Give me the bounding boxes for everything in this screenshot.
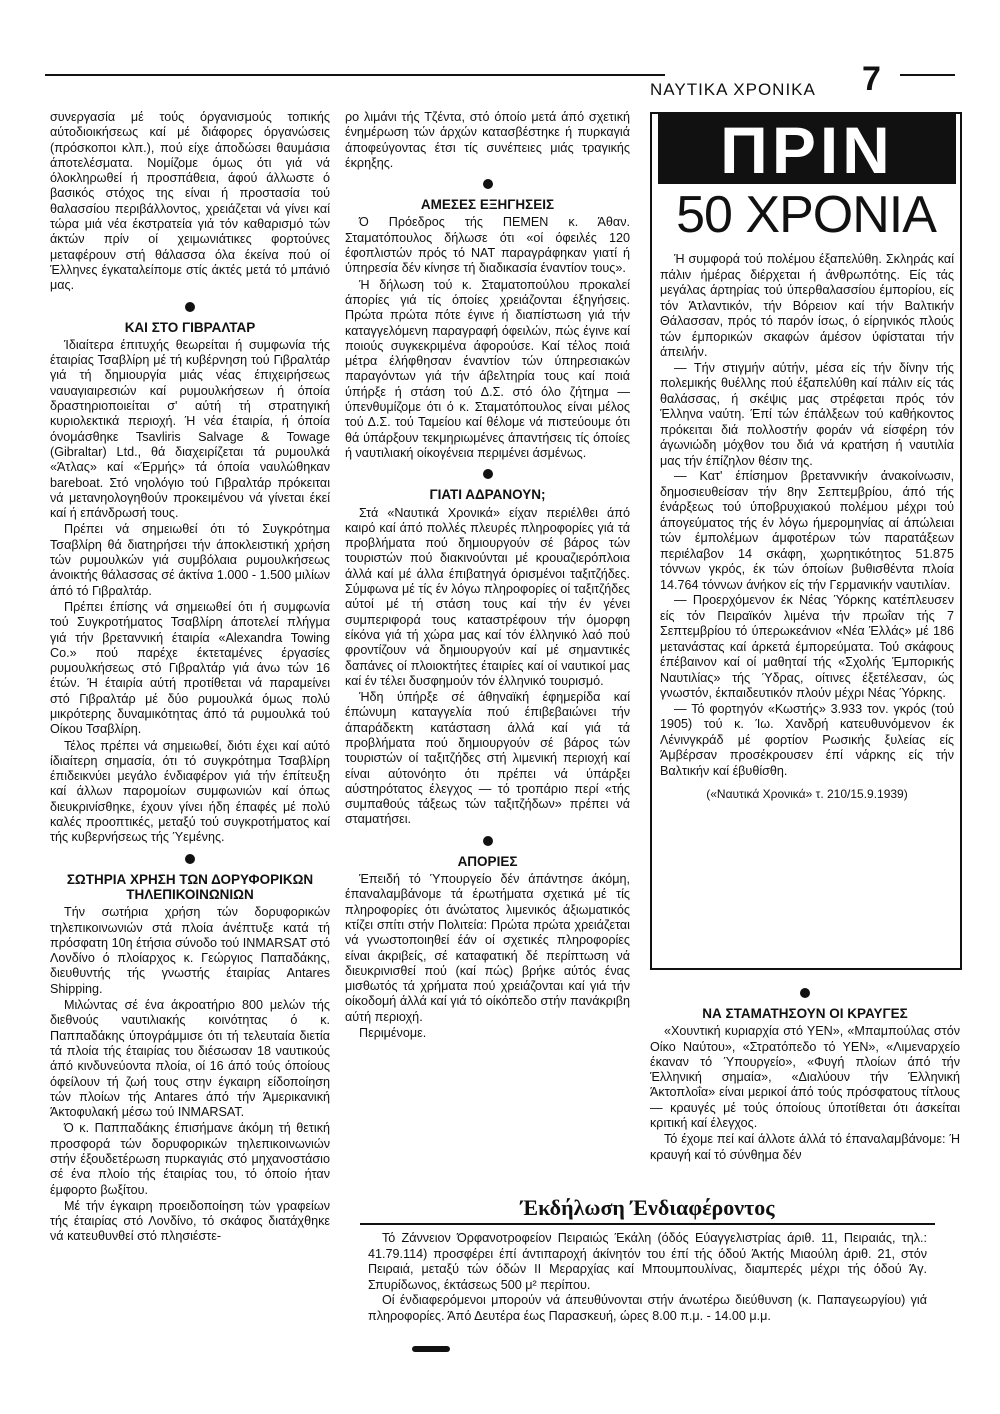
notice-body [340,1231,955,1324]
article-text: Πρέπει νά σημειωθεί ότι τό Συγκρότημα Τσαβλίρη θά διατηρήσει τήν άποκλειστική χρήση τών ρυμουλκών γιά συμβόλαια ρυμουλκήσεως άνοικτής θάλασσας σέ άκτίνα 1.000 - 1.500 μιλίων άπό τό Γιβραλτάρ. [50,522,330,598]
bullet-separator [185,854,195,864]
feature-subtitle: 50 ΧΡΟΝΙΑ [676,186,936,244]
masthead: ΝΑΥΤΙΚΑ ΧΡΟΝΙΚΑ [650,80,816,99]
notice-box [340,1195,955,1340]
article-text: Τήν σωτήρια χρήση τών δορυφορικών τηλεπικοινωνιών στά πλοία άνέπτυξε κατά τή πρόσφατη 10η έτήσια σύνοδο τού INMARSAT στό Λονδίνο ό πλοίαρχος κ. Γεώργιος Παπαδάκης, διευθυντής τής γνωστής έταιρίας Antares Shipping. [50,905,330,996]
article-text: συνεργασία μέ τούς όργανισμούς τοπικής αύτοδιοικήσεως καί μέ διάφορες όργανώσεις (πρόσκοποι κλπ.), πού είχε άποδώσει θαυμάσια άποτελέσματα. Νομίζομε όμως ότι γιά νά όλοκληρωθεί ή προσπάθεια, άφού άλλωστε ό βασικός στόχος της είναι ή προστασία τού θαλασσίου περιβάλλοντος, χρειάζεται νά γίνει καί τώρα μιά νέα έκστρατεία γιά τόν καθαρισμό τών άκτών πρίν οί χειμωνιάτικες φορτούνες μεταφέρουν στή θάλασσα όλα έκείνα πού οί Έλληνες έγκαταλείπομε στίς άκτές μετά τό μπάνιό μας. [50,110,330,293]
section-heading: ΣΩΤΗΡΙΑ ΧΡΗΣΗ ΤΩΝ ΔΟΡΥΦΟΡΙΚΩΝ ΤΗΛΕΠΙΚΟΙΝΩΝΙΩΝ [66,871,314,902]
article-text: Περιμένομε. [359,1026,427,1041]
bullet-separator [800,988,810,998]
article-text: Ίδιαίτερα έπιτυχής θεωρείται ή συμφωνία τής έταιρίας Τσαβλίρη μέ τή κυβέρνηση τού Γιβραλτάρ γιά τή δημιουργία μιάς νέας έπιχειρήσεως ναυαγιαιρεσιών καί ρυμουλκήσεων ή όποία δραστηριοποιείται σ' αύτή τή στρατηγική κυριολεκτικά περιοχή. Ή νέα έταιρία, ή όποία όνομάσθηκε Tsavliris Salvage & Towage (Gibraltar) Ltd., θά διαχειρίζεται τά ρυμουλκά «Άτλας» καί «Έρμής» τά όποία ναυλώθηκαν bareboat. Στό νηολόγιο τού Γιβραλτάρ πρόκειται νά μετανηολογηθούν προκειμένου νά γίνεται έκεί καί ή επάνδρωσή τους. [50,337,330,521]
notice-paragraph: Τό Ζάννειον Όρφανοτροφείον Πειραιώς Έκάλη (όδός Εύαγγελιστρίας άριθ. 11, Πειραιάς, τηλ.: 41.79.114) προσφέρει έπί άντιπαροχή άκίνητόν του έπί τής όδού Άκτής Μιαούλη άριθ. 21, στόν Πειραιά, μεταξύ τών όδών ΙΙ Μεραρχίας καί Μπουμπουλίνας, διαμπερές μέχρι τής όδού Άγ. Σπυρίδωνος, έκτάσεως 500 μ² περίπου. [368,1231,927,1292]
feature-paragraph: — Κατ' έπίσημον βρεταννικήν άνακοίνωσιν, δημοσιευθείσαν τήν 8ην Σεπτεμβρίου, άπό τής ένάρξεως τού ύποβρυχιακού πολέμου μέχρι τού άπογεύματος τής έν λόγω ήμερομηνίας αί άπώλειαι τών έμπολέμων άμφοτέρων τών παρατάξεων περιέλαβον 14 σκάφη, χωρητικότητος 51.875 τόννων γκρός, έκ τών όποίων βυθισθέντα πλοία 14.764 τόννων άνήκον είς τήν Γερμανικήν ναυτιλίαν. [660,469,954,592]
ornament [412,1346,450,1352]
section-heading: ΓΙΑΤΙ ΑΔΡΑΝΟΥΝ; [429,487,546,503]
column-2 [345,110,630,1042]
page-number: 7 [862,60,881,98]
article-text: Τέλος πρέπει νά σημειωθεί, διότι έχει καί αύτό ίδιαίτερη σημασία, ότι τό συγκρότημα Τσαβλίρη έπιδεικνύει μεγάλο ένδιαφέρον γιά τήν έπίτευξη καί άλλων παρομοίων συμφωνιών καί όπως διευκρινίσθηκε, έχουν γίνει ήδη έπαφές μέ πολύ καλές προοπτικές, μεταξύ τού συγκροτήματος καί τής κυβερνήσεως τής Ύεμένης. [50,738,330,845]
article-text: Ό Πρόεδρος τής ΠΕΜΕΝ κ. Άθαν. Σταματόπουλος δήλωσε ότι «οί όφειλές 120 έφοπλιστών πρός τό ΝΑΤ παραγράφηκαν γιατί ή ύπηρεσία δέν κίνησε τή διαδικασία έναντίον τους». [345,215,630,276]
top-rule [45,74,665,76]
article-text: Ό κ. Παππαδάκης έπισήμανε άκόμη τή θετική προσφορά τών δορυφορικών τηλεπικοινωνιών στήν έξουδετέρωση πυρκαγιάς στό μηχανοστάσιο σέ ένα πλοίο τής έταιρίας του, τό όποίο ήταν έμφορτο βωξίτου. [50,1121,330,1197]
article-text: Πρέπει έπίσης νά σημειωθεί ότι ή συμφωνία τού Συγκροτήματος Τσαβλίρη άποτελεί πλήγμα γιά τήν βρεταννική έταιρία «Alexandra Towing Co.» πού παρέχε έκτεταμένες έργασίες ρυμουλκήσεως στό Γιβραλτάρ γιά άνω τών 16 έτών. Ή έταιρία αύτή προτίθεται νά παραμείνει στό Γιβραλτάρ μέ δύο ρυμουλκά όμως πολύ μικρότερης δυναμικότητας άπό τά ρυμουλκά τού Οίκου Τσαβλίρη. [50,599,330,737]
article-text: Στά «Ναυτικά Χρονικά» είχαν περιέλθει άπό καιρό καί άπό πολλές πλευρές πληροφορίες γιά τά προβλήματα πού δημιουργούν σέ βάρος τών τουριστών πού διακινούνται μέ κρουαζιερόπλοια άλλά καί μέ άλλα έπιβατηγά όρισμένοι ταξιτζήδες. Σύμφωνα μέ τίς έν λόγω πληροφορίες οί ταξιτζήδες αύτοί μέ τή στάση τους καί τήν έν γένει συμπεριφορά τους καταστρέφουν τήν όμορφη είκόνα γιά τή χώρα μας καί τόν έλληνικό λαό πού φροντίζουν νά δημιουργούν καί μέ σημαντικές δαπάνες οί πλοιοκτήτες έταιρίες καί οί ναυτικοί μας καί έν τέλει δυσφημούν τόν έλληνικό τουρισμό. [345,505,630,688]
feature-paragraph: — Τό φορτηγόν «Κωστής» 3.933 τον. γκρός (τού 1905) τού κ. Ίω. Χανδρή κατευθυνόμενον έκ Λένινγκράδ μέ φορτίον Ρωσικής ξυλείας είς Άμβέρσαν προσέκρουσεν έπί νάρκης είς τήν Βαλτικήν καί έβυθίσθη. [660,701,954,778]
feature-paragraph: — Τήν στιγμήν αύτήν, μέσα είς τήν δίνην τής πολεμικής θυέλλης πού έξαπελύθη καί πάλιν είς τάς θαλάσσας, ή σκέψις μας στρέφεται πρός τόν Έλληνα ναύτη. Έπί τών έπάλξεων τού καθήκοντος πρόκειται διά πολλοστήν φοράν νά είσφέρη τόν άγωνιώδη μόχθον του διά νά κρατήση ή ναυτιλία μας τήν έπίζηλον θέσιν της. [660,360,954,468]
article-text: Ή δήλωση τού κ. Σταματοπούλου προκαλεί άπορίες γιά τίς όποίες χρειάζονται έξηγήσεις. Πρώτα πρώτα πότε έγινε ή διαπίστωση γιά τήν καταγγελόμενη παραγραφή όφειλών, πώς έγινε καί ποιούς συγκεκριμένα άφορούσε. Καί τέλος ποιά μέτρα έλήφθησαν έναντίον τών ύπηρεσιακών παραγόντων γιά τήν άβελτηρία τους καί ποιά ύπήρξε ή στάση τού Δ.Σ. στό όλο ζήτημα — ύπενθυμίζομε ότι ό κ. Σταματόπουλος είναι μέλος τού Δ.Σ. τού Ταμείου καί θέλομε νά πιστεύουμε ότι θά ύπάρξουν τεκμηριωμένες άπαντήσεις τίς όποίες ή ναυτιλιακή οίκογένεια περιμένει άσμένως. [345,277,630,460]
article-text: Τό έχομε πεί καί άλλοτε άλλά τό έπαναλαμβάνομε: Ή κραυγή καί τό σύνθημα δέν [650,1132,960,1162]
feature-source: («Ναυτικά Χρονικά» τ. 210/15.9.1939) [706,787,908,801]
bullet-separator [483,469,493,479]
section-heading: ΑΠΟΡΙΕΣ [457,853,518,869]
feature-paragraph: — Προερχόμενον έκ Νέας Ύόρκης κατέπλευσεν είς τόν Πειραϊκόν λιμένα τήν πρωΐαν τής 7 Σεπτεμβρίου τό ύπερωκεάνιον «Νέα Έλλάς» μέ 186 μετανάστας καί άρκετά έμπορεύματα. Τού σκάφους έπέβαινον καί οί μαθηταί τής «Σχολής Έμπορικής Ναυτιλίας» τής Ύδρας, οίτινες έξετέλεσαν, ώς γνωστόν, έκπαιδευτικόν πλούν μέχρι Νέας Ύόρκης. [660,593,954,700]
article-text: «Χουντική κυριαρχία στό ΥΕΝ», «Μπαμπούλας στόν Οίκο Ναύτου», «Στρατόπεδο τό ΥΕΝ», «Λιμεναρχείο έκαναν τό Ύπουργείο», «Φυγή πλοίων άπό τήν Έλληνική σημαία», «Διαλύουν τήν Έλληνική Άκτοπλοΐα» είναι μερικοί άπό τούς πρόσφατους τίτλους — κραυγές μέ τούς όποίους ύποτίθεται ότι άσκείται κριτική καί έλεγχος. [650,1024,960,1131]
article-text: Μέ τήν έγκαιρη προειδοποίηση τών γραφείων τής έταιρίας στό Λονδίνο, τό σκάφος διατάχθηκε νά κατευθυνθεί στό πλησιέστε- [50,1198,330,1244]
column-3-lower [650,980,960,1164]
notice-title: Έκδήλωση Ένδιαφέροντος [520,1195,775,1220]
article-text: Έπειδή τό Ύπουργείο δέν άπάντησε άκόμη, έπαναλαμβάνομε τά έρωτήματα σχετικά μέ τίς πληροφορίες ότι άνώτατος λιμενικός άξιωματικός κτίζει σπίτι στήν Πολιτεία: Πρώτα πρώτα χρειάζεται νά γνωστοποιηθεί έάν οί σχετικές πληροφορίες είναι άκριβείς, σέ καταφατική δέ περίπτωση νά διευκρινισθεί πού (καί πώς) βρήκε αύτός ένας μισθωτός τά χρήματα πού χρειάζονται καί γιά τήν οίκοδομή άλλά καί γιά τό οίκόπεδο στήν πανάκριβη αύτή περιοχή. [345,872,630,1024]
bullet-separator [483,836,493,846]
notice-rule [360,1223,935,1225]
article-text: Μιλώντας σέ ένα άκροατήριο 800 μελών τής διεθνούς ναυτιλιακής κοινότητας ό κ. Παππαδάκης ύπογράμμισε ότι τή τελευταία διετία τά πλοία τής έταιρίας του διέσωσαν 18 ναυτικούς άπό κινδυνεύοντα πλοία, οί 16 άπό τούς όποίους όφείλουν τή ζωή τους στην έγκαιρη είδοποίηση τών πλοίων τής Antares άπό τήν Άμερικανική Άκτοφυλακή μέσω τού INMARSAT. [50,998,330,1120]
bullet-separator [483,179,493,189]
section-heading: ΑΜΕΣΕΣ ΕΞΗΓΗΣΕΙΣ [420,197,555,213]
section-heading: ΚΑΙ ΣΤΟ ΓΙΒΡΑΛΤΑΡ [124,319,256,335]
article-text: ρο λιμάνι τής Τζέντα, στό όποίο μετά άπό σχετική ένημέρωση τών άρχών κατασβέστηκε ή πυρκαγιά άποφεύγοντας έτσι τίς συνέπειες μιάς τραγικής έκρηξης. [345,110,630,170]
article-text: Ήδη ύπήρξε σέ άθηναϊκή έφημερίδα καί έπώνυμη καταγγελία πού έπιβεβαιώνει τήν άπαράδεκτη κατάσταση άλλά καί γιά τά προβλήματα πού δημιουργούν σέ βάρος τών τουριστών οί ταξιτζήδες στή λιμενική περιοχή καί είναι αύτονόητο ότι πρέπει νά ύπάρξει αύστηρότατος έλεγχος — τό τροπάριο περί «τής συμπαθούς τάξεως τών ταξιτζήδων» πρέπει νά σταματήσει. [345,690,630,827]
feature-text [660,252,954,803]
feature-paragraph: Ή συμφορά τού πολέμου έξαπελύθη. Σκληράς καί πάλιν ήμέρας διέρχεται ή άνθρωπότης. Είς τάς μεγάλας άρτηρίας τού ύπερθαλασσίου έμπορίου, είς τόν Άτλαντικόν, τήν Βόρειον καί τήν Βαλτικήν Θάλασσαν, πρός τό παρόν ίσως, ό είρηνικός πλούς τών έμπορικών σκαφών άμέσον ύφίσταται τήν άπειλήν. [660,252,954,359]
notice-paragraph: Οί ένδιαφερόμενοι μπορούν νά άπευθύνονται στήν άνωτέρω διεύθυνση (κ. Παπαγεωργίου) γιά πληροφορίες. Άπό Δευτέρα έως Παρασκευή, ώρες 8.00 π.μ. - 14.00 μ.μ. [368,1293,927,1323]
column-1 [50,110,330,1246]
top-rule-right [900,74,955,76]
bullet-separator [185,302,195,312]
feature-title: ΠΡΙΝ [658,114,956,184]
section-heading: ΝΑ ΣΤΑΜΑΤΗΣΟΥΝ ΟΙ ΚΡΑΥΓΕΣ [702,1006,908,1021]
